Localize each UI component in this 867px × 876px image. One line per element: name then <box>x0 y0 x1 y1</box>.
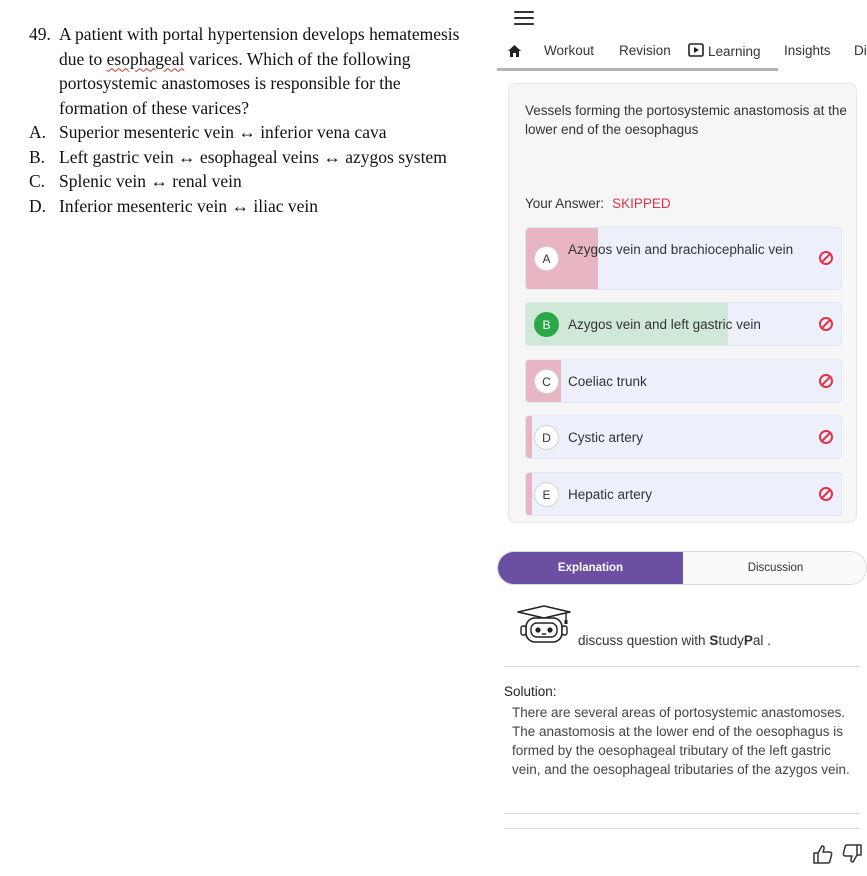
document-option <box>29 194 469 219</box>
not-selected-icon <box>819 430 833 444</box>
hamburger-menu-icon[interactable] <box>514 11 534 27</box>
card-question-text: Vessels forming the portosystemic anastomosis at the lower end of the oesophagus <box>525 103 847 137</box>
quiz-app-panel <box>497 0 867 876</box>
question-document <box>29 22 469 218</box>
studypal-robot-icon[interactable] <box>515 604 573 648</box>
your-answer-row <box>525 196 671 211</box>
document-option-letter: D. <box>29 195 47 216</box>
question-number: 49. <box>29 24 51 44</box>
solution-text: There are several areas of portosystemic anastomoses. The anastomosis at the lower end of the oesophagus is formed by the oesophageal tributary of the left gastric vein, and the oesophageal tributaries of the azygos vein. <box>512 705 850 777</box>
option-label: Cystic artery <box>568 430 644 445</box>
document-option-letter: C. <box>29 171 46 191</box>
document-option-letter: A. <box>29 122 47 142</box>
not-selected-icon <box>819 374 833 388</box>
document-option-text: Left gastric vein ↔ esophageal veins ↔ azygos system <box>59 146 447 167</box>
tab-workout[interactable]: Workout <box>544 43 595 58</box>
option-label: Azygos vein and brachiocephalic vein <box>568 242 794 257</box>
option-percent-bar <box>526 416 532 458</box>
option-letter-badge: C <box>534 369 559 394</box>
question-card <box>508 83 857 523</box>
answer-option-e[interactable] <box>525 472 842 516</box>
tabs-scroll-indicator <box>497 68 778 71</box>
divider <box>504 666 860 667</box>
discussion-tab[interactable]: Discussion <box>683 552 867 584</box>
option-letter-badge: A <box>534 246 559 271</box>
document-option-text: Inferior mesenteric vein ↔ iliac vein <box>59 195 318 216</box>
thumbs-down-icon[interactable] <box>841 843 863 865</box>
not-selected-icon <box>819 317 833 331</box>
document-option <box>29 169 469 194</box>
option-label: Coeliac trunk <box>568 374 647 389</box>
tab-revision[interactable]: Revision <box>619 43 671 58</box>
not-selected-icon <box>819 487 833 501</box>
tab-truncated[interactable]: Di <box>854 43 867 58</box>
tab-learning[interactable]: Learning <box>688 43 761 60</box>
document-option-text: Superior mesenteric vein ↔ inferior vena cava <box>59 122 387 142</box>
document-option-text: Splenic vein ↔ renal vein <box>59 171 242 191</box>
solution-label: Solution: <box>504 684 557 699</box>
explanation-tab[interactable]: Explanation <box>498 552 683 584</box>
explanation-discussion-toggle <box>497 551 867 585</box>
tab-insights[interactable]: Insights <box>784 43 831 58</box>
option-label: Azygos vein and left gastric vein <box>568 317 761 332</box>
option-letter-badge: E <box>534 482 559 507</box>
option-letter-badge: D <box>534 425 559 450</box>
option-percent-bar <box>526 473 532 515</box>
document-option <box>29 120 469 145</box>
home-icon[interactable] <box>507 44 522 58</box>
question-text-before: A patient with portal hypertension develops hematemesis due to <box>59 24 460 69</box>
answer-option-c[interactable] <box>525 359 842 403</box>
answer-option-d[interactable] <box>525 415 842 459</box>
discuss-with-studypal-link[interactable]: discuss question with StudyPal . <box>578 633 771 648</box>
option-letter-badge: B <box>534 312 559 337</box>
document-option-letter: B. <box>29 146 46 167</box>
spellcheck-flagged-word[interactable]: esophageal <box>106 48 185 69</box>
thumbs-up-icon[interactable] <box>812 843 834 865</box>
divider <box>504 813 860 814</box>
answer-option-b[interactable] <box>525 302 842 346</box>
your-answer-status: SKIPPED <box>612 196 671 211</box>
your-answer-label: Your Answer: <box>525 196 605 211</box>
not-selected-icon <box>819 251 833 265</box>
document-option <box>29 145 469 170</box>
divider <box>504 828 860 829</box>
play-square-icon <box>688 43 704 60</box>
option-label: Hepatic artery <box>568 487 653 502</box>
answer-option-a[interactable] <box>525 227 842 290</box>
question-stem <box>29 22 469 120</box>
question-text-after: varices. Which of the following portosystemic anastomoses is responsible for the formation of these varices? <box>59 48 411 118</box>
